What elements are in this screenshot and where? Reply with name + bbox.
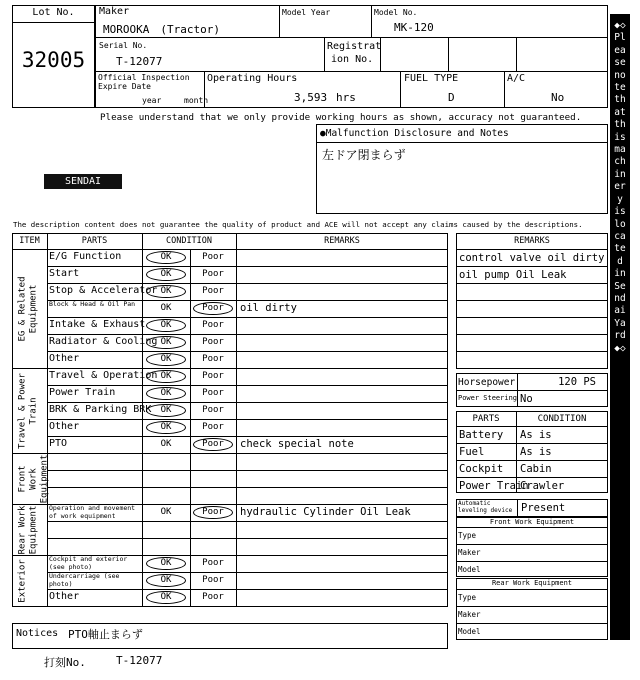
selected-circle bbox=[146, 591, 186, 604]
part-name: Other bbox=[49, 421, 80, 432]
rear-maker-label: Maker bbox=[458, 610, 481, 619]
ok-option: OK bbox=[160, 371, 172, 381]
ok-option: OK bbox=[160, 269, 172, 279]
ac-value: No bbox=[551, 91, 565, 104]
hours-unit: hrs bbox=[336, 91, 356, 104]
header-condition: CONDITION bbox=[165, 236, 213, 246]
location-badge: SENDAI bbox=[44, 174, 122, 189]
stamp-value: T-12077 bbox=[116, 654, 163, 667]
registration-label-2: ion No. bbox=[331, 54, 374, 65]
poor-option: Poor bbox=[202, 558, 224, 568]
selected-circle bbox=[146, 557, 186, 570]
front-type-label: Type bbox=[458, 531, 477, 540]
ok-option: OK bbox=[160, 354, 172, 364]
hours-value: 3,593 bbox=[294, 91, 328, 104]
registration-label-1: Registrat bbox=[327, 41, 382, 52]
right-part-condition: As is bbox=[520, 429, 552, 441]
poor-option: Poor bbox=[202, 337, 224, 347]
part-name: Block & Head & Oil Pan bbox=[49, 300, 136, 308]
section-label: Rear Work Equipment bbox=[17, 505, 39, 554]
ac-label: A/C bbox=[507, 73, 526, 84]
fuel-value: D bbox=[448, 91, 455, 104]
part-name: Operation and movement of work equipment bbox=[49, 504, 136, 520]
lot-divider bbox=[12, 22, 95, 23]
section-label: EG & Related Equipment bbox=[17, 275, 39, 342]
selected-circle bbox=[146, 353, 186, 366]
leveling-label: Automatic leveling device bbox=[458, 500, 513, 514]
rear-type-label: Type bbox=[458, 593, 477, 602]
serial-label: Serial No. bbox=[99, 41, 148, 50]
poor-option: Poor bbox=[202, 575, 224, 585]
poor-option: Poor bbox=[202, 303, 224, 313]
right-part-name: Fuel bbox=[459, 446, 485, 458]
malfunction-text: 左ドア閉まらず bbox=[322, 148, 406, 162]
selected-circle bbox=[193, 506, 233, 519]
selected-circle bbox=[146, 404, 186, 417]
right-part-name: Cockpit bbox=[459, 463, 504, 475]
poor-option: Poor bbox=[202, 371, 224, 381]
poor-option: Poor bbox=[202, 286, 224, 296]
poor-option: Poor bbox=[202, 269, 224, 279]
remark-text: hydraulic Cylinder Oil Leak bbox=[240, 506, 411, 518]
ok-option: OK bbox=[160, 320, 172, 330]
front-work-title: Front Work Equipment bbox=[489, 518, 575, 526]
hours-notice: Please understand that we only provide working hours as shown, accuracy not guaranteed. bbox=[100, 112, 582, 123]
inspection-label-2: Expire Date bbox=[98, 82, 151, 91]
part-name: PTO bbox=[49, 438, 68, 449]
selected-circle bbox=[193, 438, 233, 451]
part-name: Cockpit and exterior (see photo) bbox=[49, 555, 128, 571]
part-name: Other bbox=[49, 353, 80, 364]
poor-option: Poor bbox=[202, 592, 224, 602]
part-name: BRK & Parking BRK bbox=[49, 404, 152, 415]
year-label: year bbox=[142, 96, 162, 105]
part-name: Radiator & Cooling bbox=[49, 336, 158, 347]
poor-option: Poor bbox=[202, 507, 224, 517]
right-parts-header: PARTS bbox=[472, 414, 500, 424]
part-name: Stop & Accelerator bbox=[49, 285, 158, 296]
ok-option: OK bbox=[160, 507, 172, 517]
selected-circle bbox=[146, 268, 186, 281]
poor-option: Poor bbox=[202, 439, 224, 449]
stamp-label: 打刻No. bbox=[44, 656, 86, 669]
malfunction-label: ●Malfunction Disclosure and Notes bbox=[320, 128, 509, 139]
right-part-condition: Cabin bbox=[520, 463, 552, 475]
ok-option: OK bbox=[160, 286, 172, 296]
selected-circle bbox=[146, 285, 186, 298]
part-name: Power Train bbox=[49, 387, 116, 398]
ok-option: OK bbox=[160, 405, 172, 415]
right-condition-header: CONDITION bbox=[537, 414, 587, 424]
leveling-value: Present bbox=[521, 502, 566, 514]
poor-option: Poor bbox=[202, 354, 224, 364]
right-part-name: Power Train bbox=[459, 480, 529, 492]
right-remark-line: control valve oil dirty bbox=[459, 252, 605, 264]
hours-label: Operating Hours bbox=[207, 73, 298, 84]
poor-option: Poor bbox=[202, 252, 224, 262]
selected-circle bbox=[146, 251, 186, 264]
fuel-label: FUEL TYPE bbox=[404, 73, 459, 84]
selected-circle bbox=[146, 387, 186, 400]
ok-option: OK bbox=[160, 388, 172, 398]
front-maker-label: Maker bbox=[458, 548, 481, 557]
section-label: Front Work Equipment bbox=[17, 454, 50, 503]
part-name: Start bbox=[49, 268, 80, 279]
header-item: ITEM bbox=[19, 236, 40, 246]
right-part-name: Battery bbox=[459, 429, 504, 441]
ok-option: OK bbox=[160, 592, 172, 602]
selected-circle bbox=[146, 370, 186, 383]
lot-number: 32005 bbox=[21, 48, 86, 72]
selected-circle bbox=[193, 302, 233, 315]
ok-option: OK bbox=[160, 575, 172, 585]
selected-circle bbox=[146, 574, 186, 587]
section-label: Travel & Power Train bbox=[17, 372, 39, 449]
ok-option: OK bbox=[160, 303, 172, 313]
power-steering-value: No bbox=[520, 393, 533, 405]
part-name: Intake & Exhaust bbox=[49, 319, 146, 330]
side-banner-text: ◆◇ Please note that this machinery is located in Sendai Yard ◆◇ bbox=[614, 20, 626, 354]
notices-label: Notices bbox=[16, 628, 59, 639]
month-label: month bbox=[184, 96, 209, 105]
ok-option: OK bbox=[160, 252, 172, 262]
part-name: Travel & Operation bbox=[49, 370, 158, 381]
maker-value: MOROOKA (Tractor) bbox=[103, 23, 220, 36]
header-parts: PARTS bbox=[81, 236, 108, 246]
remark-text: check special note bbox=[240, 438, 354, 450]
model-no-value: MK-120 bbox=[394, 21, 434, 34]
section-label: Exterior bbox=[17, 558, 28, 603]
part-name: Other bbox=[49, 591, 80, 602]
model-no-label: Model No. bbox=[374, 8, 418, 17]
remark-text: oil dirty bbox=[240, 302, 297, 314]
model-year-label: Model Year bbox=[282, 8, 331, 17]
right-part-condition: As is bbox=[520, 446, 552, 458]
maker-label: Maker bbox=[99, 6, 130, 17]
lot-label: Lot No. bbox=[32, 7, 75, 18]
notices-text: PTO軸止まらず bbox=[68, 628, 143, 641]
header-remarks: REMARKS bbox=[324, 236, 360, 246]
ok-option: OK bbox=[160, 558, 172, 568]
selected-circle bbox=[146, 319, 186, 332]
ok-option: OK bbox=[160, 337, 172, 347]
poor-option: Poor bbox=[202, 320, 224, 330]
front-model-label: Model bbox=[458, 565, 481, 574]
right-remarks-title: REMARKS bbox=[514, 236, 550, 246]
inspection-label-1: Official Inspection bbox=[98, 73, 190, 82]
right-remark-line: oil pump Oil Leak bbox=[459, 269, 567, 281]
horsepower-label: Horsepower bbox=[458, 377, 516, 388]
horsepower-value: 120 PS bbox=[558, 376, 596, 388]
serial-value: T-12077 bbox=[116, 55, 163, 68]
selected-circle bbox=[146, 421, 186, 434]
part-name: E/G Function bbox=[49, 251, 122, 262]
selected-circle bbox=[146, 336, 186, 349]
poor-option: Poor bbox=[202, 388, 224, 398]
part-name: Undercarriage (see photo) bbox=[49, 572, 120, 588]
ok-option: OK bbox=[160, 439, 172, 449]
poor-option: Poor bbox=[202, 422, 224, 432]
disclaimer: The description content does not guarantee the quality of product and ACE will not accept any claims caused by the descriptions. bbox=[13, 220, 583, 229]
ok-option: OK bbox=[160, 422, 172, 432]
rear-model-label: Model bbox=[458, 627, 481, 636]
rear-work-title: Rear Work Equipment bbox=[491, 579, 573, 587]
power-steering-label: Power Steering bbox=[458, 394, 518, 402]
right-part-condition: Crawler bbox=[520, 480, 565, 492]
poor-option: Poor bbox=[202, 405, 224, 415]
